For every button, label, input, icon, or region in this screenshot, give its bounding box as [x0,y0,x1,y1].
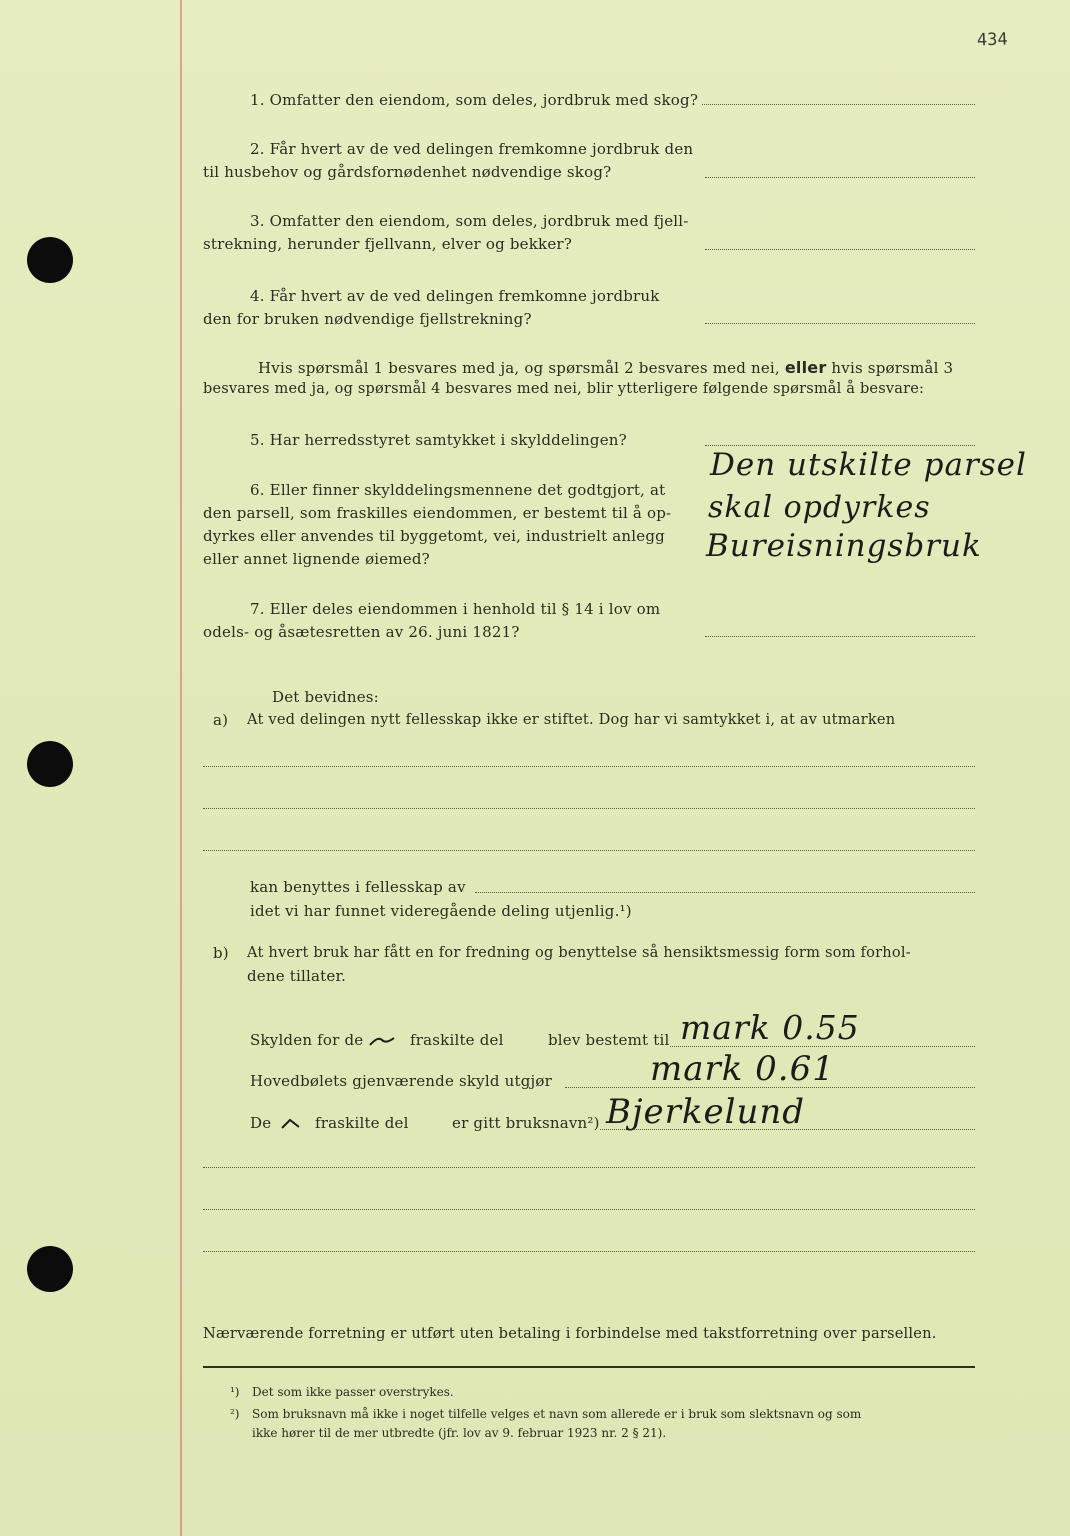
footnote-2-line-2: ikke hører til de mer utbredte (jfr. lov av 9. februar 1923 nr. 2 § 21). [252,1426,667,1440]
answer-line [705,445,975,446]
question-3-line-2: strekning, herunder fjellvann, elver og bekker? [203,235,573,253]
page-number: 434 [976,29,1009,51]
condition-emphasis: eller [784,358,827,377]
de-label: De [250,1114,272,1132]
question-6-line-2: den parsell, som fraskilles eiendommen, er bestemt til å op- [203,504,672,522]
question-6-line-3: dyrkes eller anvendes til byggetomt, vei, industrielt anlegg [203,527,665,545]
margin-line [180,0,182,1536]
bestemt-til-label: blev bestemt til [548,1031,670,1049]
handwritten-bruksnavn: Bjerkelund [606,1092,806,1132]
condition-line-2: besvares med ja, og spørsmål 4 besvares med nei, blir ytterligere følgende spørsmål å besvare: [203,381,925,397]
question-2-line-1: 2. Får hvert av de ved delingen fremkomne jordbruk den [250,140,694,158]
question-7-line-1: 7. Eller deles eiendommen i henhold til § 14 i lov om [250,600,661,618]
blank-line [203,850,975,851]
blank-line [203,766,975,767]
item-a-label: a) [213,711,229,729]
footnote-1: Det som ikke passer overstrykes. [252,1385,454,1399]
question-7-line-2: odels- og åsætesretten av 26. juni 1821? [203,623,520,641]
item-b-label: b) [213,944,229,962]
answer-line [702,104,975,105]
skyld-label: Skylden for de [250,1031,364,1049]
blank-line [203,1251,975,1252]
punch-hole [27,1246,73,1292]
condition-line-1 [258,358,953,377]
handwritten-skyld-hovedbol: mark 0.61 [650,1049,835,1089]
question-4-line-1: 4. Får hvert av de ved delingen fremkomne jordbruk [250,287,660,305]
strikethrough-mark [368,1034,396,1048]
answer-line [705,177,975,178]
fraskilte-del-label-2: fraskilte del [315,1114,409,1132]
question-6-line-4: eller annet lignende øiemed? [203,550,430,568]
question-1: 1. Omfatter den eiendom, som deles, jordbruk med skog? [250,91,699,109]
handwritten-answer-6-line-1: Den utskilte parsel [710,447,1027,483]
answer-line [705,323,975,324]
blank-line [203,1167,975,1168]
item-b-line-1: At hvert bruk har fått en for fredning og benyttelse så hensiktsmessig form som forhol- [247,944,911,961]
bevidnes-heading: Det bevidnes: [272,688,379,706]
handwritten-answer-6-line-3: Bureisningsbruk [706,528,982,564]
footnote-divider [203,1366,975,1368]
item-a-text: At ved delingen nytt fellesskap ikke er stiftet. Dog har vi samtykket i, at av utmarken [247,711,896,728]
punch-hole [27,741,73,787]
blank-line [203,1209,975,1210]
hovedbol-label: Hovedbølets gjenværende skyld utgjør [250,1072,552,1090]
caret-mark [280,1117,302,1131]
question-2-line-2: til husbehov og gårdsfornødenhet nødvendige skog? [203,163,612,181]
blank-line [203,808,975,809]
footnote-1-mark: ¹) [230,1385,240,1399]
question-5: 5. Har herredsstyret samtykket i skylddelingen? [250,431,627,449]
closing-statement: Nærværende forretning er utført uten betaling i forbindelse med takstforretning over parsellen. [203,1325,937,1342]
handwritten-answer-6-line-2: skal opdyrkes [708,490,931,525]
punch-hole [27,237,73,283]
condition-text-a: Hvis spørsmål 1 besvares med ja, og spørsmål 2 besvares med nei, [258,359,780,377]
question-3-line-1: 3. Omfatter den eiendom, som deles, jordbruk med fjell- [250,212,689,230]
answer-line [705,636,975,637]
answer-line [705,249,975,250]
footnote-2-mark: ²) [230,1407,240,1421]
handwritten-skyld-fraskilt: mark 0.55 [680,1008,860,1047]
item-b-line-2: dene tillater. [247,967,347,985]
idet-text: idet vi har funnet videregående deling utjenlig.¹) [250,902,632,920]
bruksnavn-label: er gitt bruksnavn²) [452,1114,600,1132]
blank-line [475,892,975,893]
question-6-line-1: 6. Eller finner skylddelingsmennene det godtgjort, at [250,481,666,499]
condition-text-c: hvis spørsmål 3 [831,359,954,377]
fraskilte-del-label: fraskilte del [410,1031,504,1049]
footnote-2-line-1: Som bruksnavn må ikke i noget tilfelle velges et navn som allerede er i bruk som slektsnavn og som [252,1407,862,1421]
question-4-line-2: den for bruken nødvendige fjellstrekning? [203,310,532,328]
kan-benyttes-text: kan benyttes i fellesskap av [250,878,466,896]
